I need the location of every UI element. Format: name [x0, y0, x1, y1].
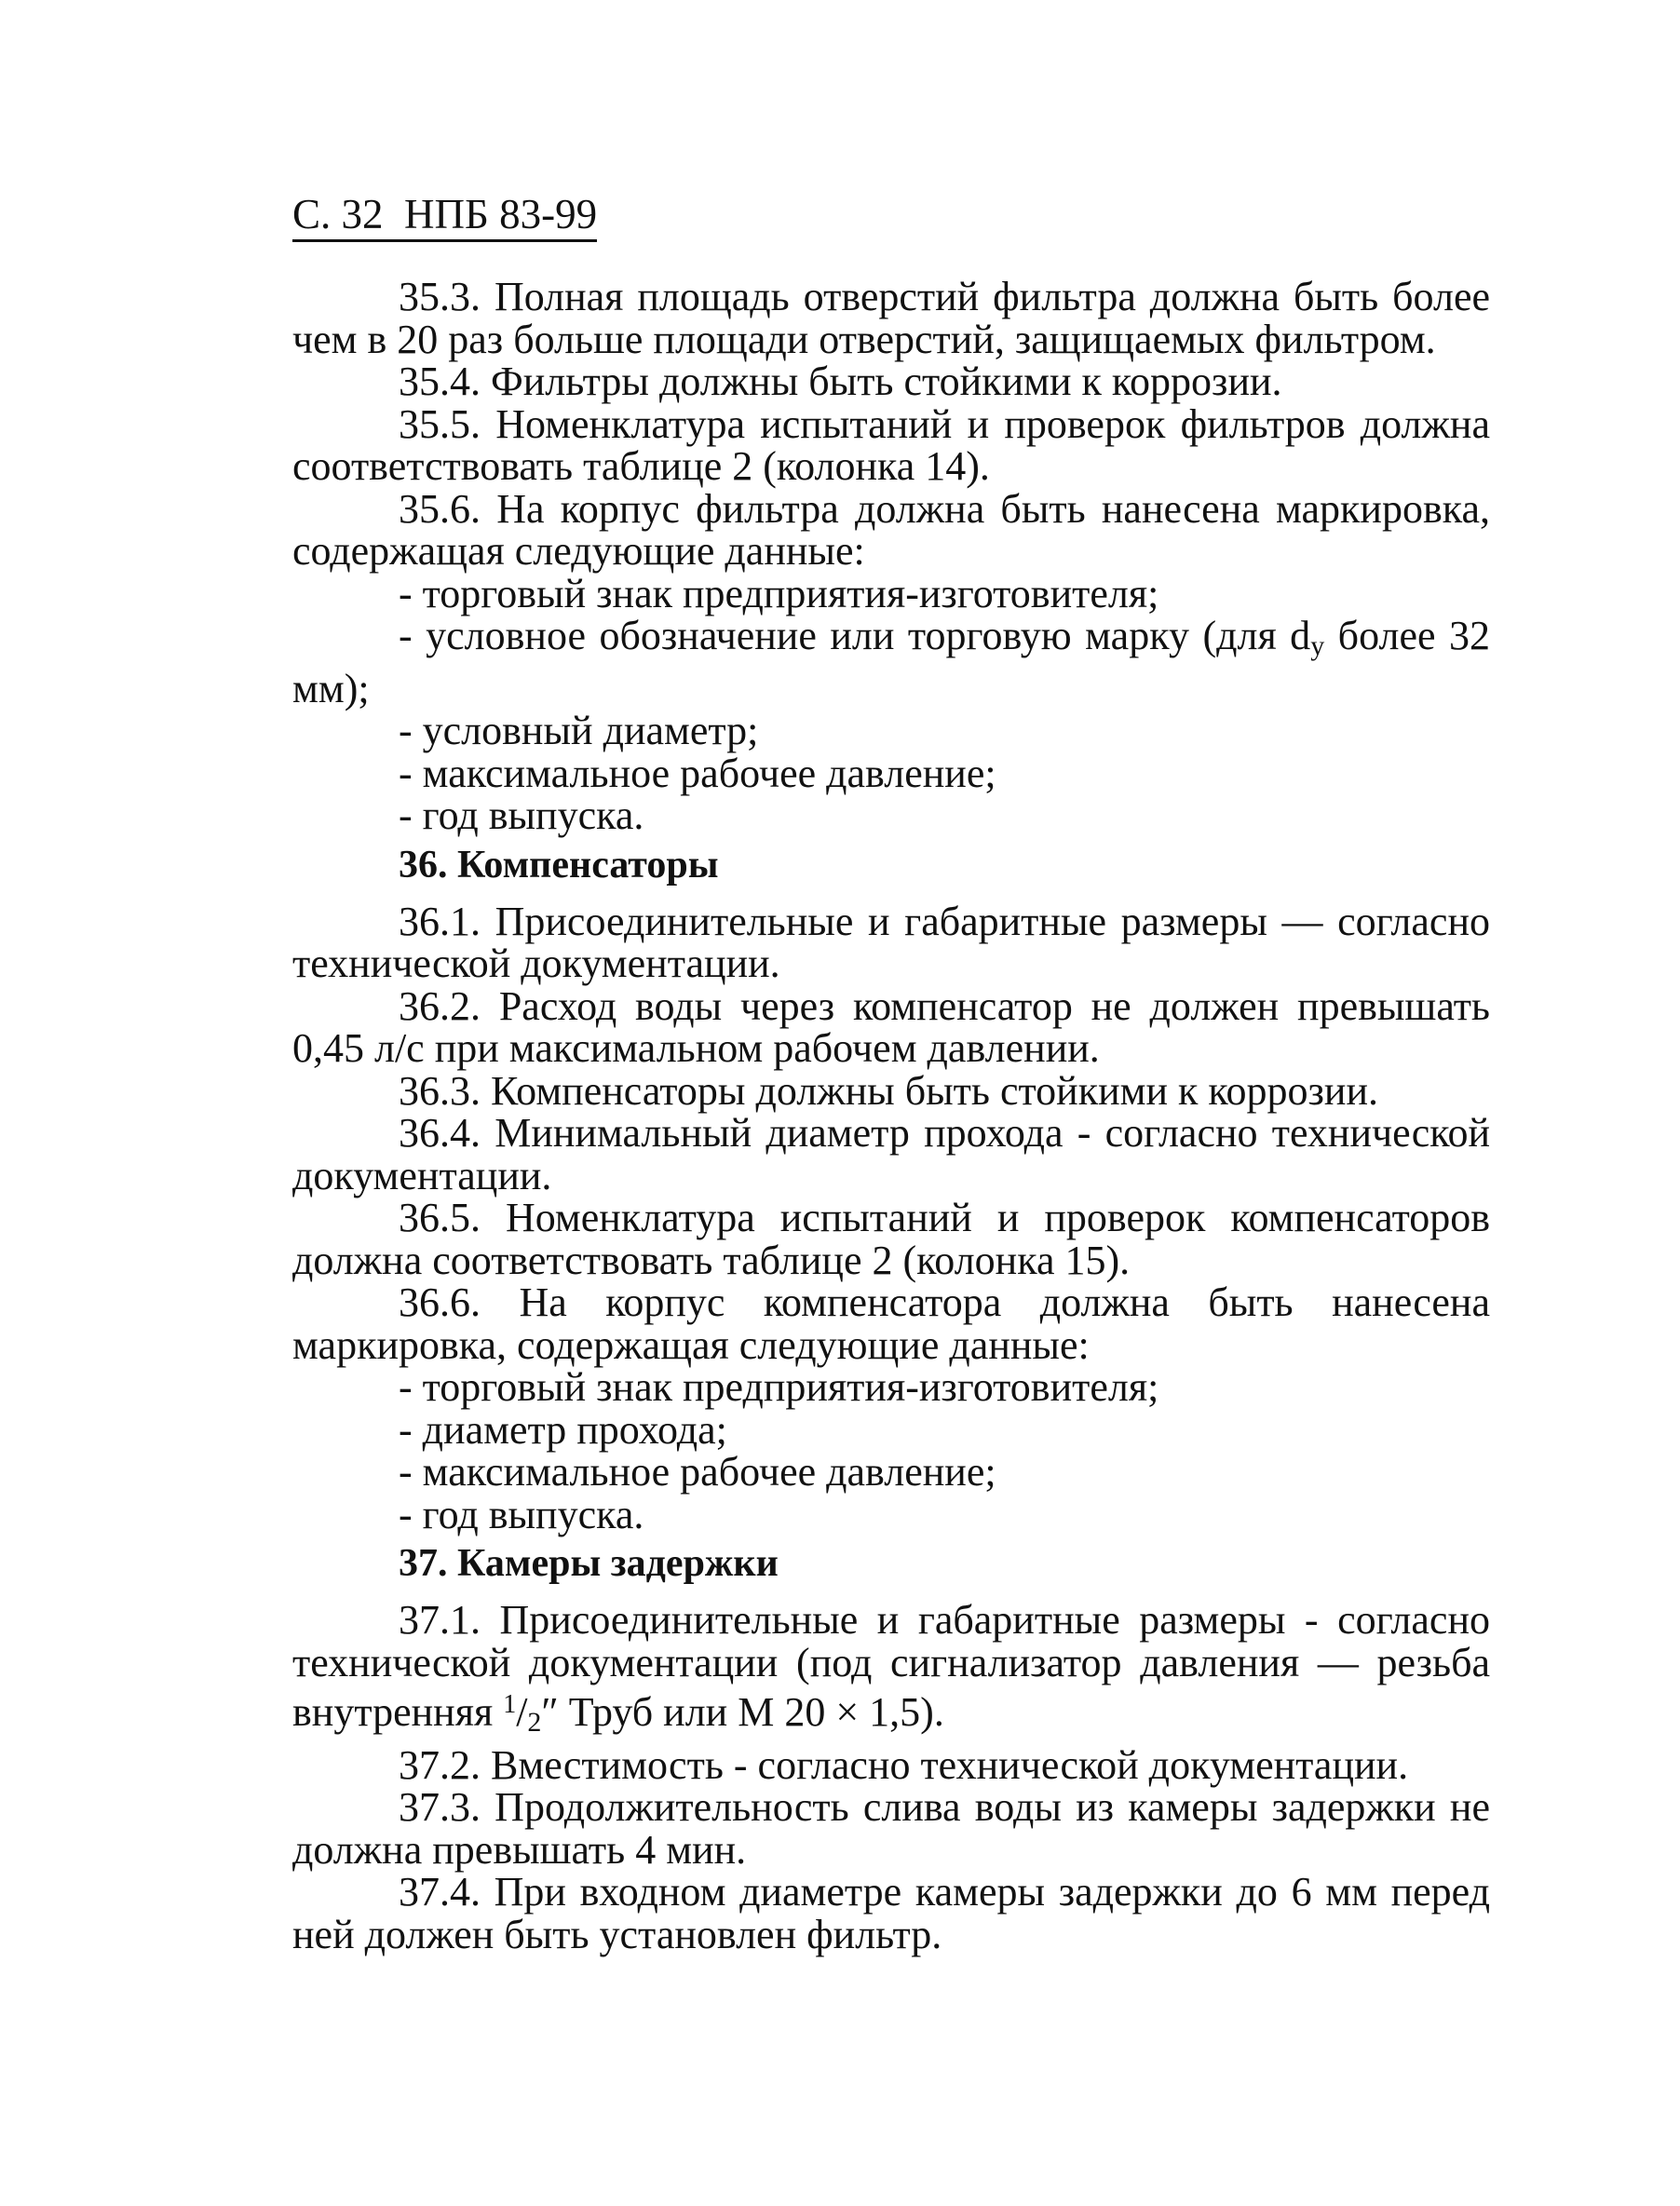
paragraph-37-2: 37.2. Вместимость - согласно технической документации.: [399, 1741, 1409, 1788]
list-item-35-trademark: - торговый знак предприятия-изготовителя;: [399, 570, 1159, 616]
list-item-35-designation-text: - условное обозначение или торговую марку (для d: [399, 613, 1311, 658]
list-item-35-diameter: - условный диаметр;: [399, 708, 759, 753]
paragraph-36-1: 36.1. Присоединительные и габаритные размеры — согласно технической документации.: [292, 898, 1490, 986]
list-item-36-diameter: - диаметр прохода;: [399, 1406, 727, 1453]
paragraph-36-6: 36.6. На корпус компенсатора должна быть нанесена маркировка, содержащая следующие данные:: [292, 1279, 1490, 1368]
fraction-slash: /: [516, 1689, 528, 1735]
paragraph-36-3: 36.3. Компенсаторы должны быть стойкими к коррозии.: [399, 1067, 1379, 1114]
list-item-35-year: - год выпуска.: [399, 792, 644, 838]
fraction-denominator: 2: [527, 1707, 542, 1738]
paragraph-36-5: 36.5. Номенклатура испытаний и проверок компенсаторов должна соответствовать таблице 2 (колонка 15).: [292, 1195, 1490, 1283]
list-item-35-designation-tail: более 32 мм);: [292, 613, 1490, 711]
paragraph-35-4: 35.4. Фильтры должны быть стойкими к коррозии.: [399, 359, 1282, 404]
paragraph-36-4: 36.4. Минимальный диаметр прохода - согласно технической документации.: [292, 1110, 1490, 1198]
paragraph-35-3: 35.3. Полная площадь отверстий фильтра должна быть более чем в 20 раз больше площади отверстий, защищаемых фильтром.: [292, 274, 1490, 362]
paragraph-35-6: 35.6. На корпус фильтра должна быть нанесена маркировка, содержащая следующие данные:: [292, 485, 1490, 574]
paragraph-36-2: 36.2. Расход воды через компенсатор не должен превышать 0,45 л/с при максимальном рабочем давлении.: [292, 982, 1490, 1071]
list-item-36-trademark: - торговый знак предприятия-изготовителя;: [399, 1364, 1159, 1410]
paragraph-37-4: 37.4. При входном диаметре камеры задержки до 6 мм перед ней должен быть установлен фильтр.: [292, 1869, 1490, 1957]
subscript-y: у: [1310, 630, 1325, 661]
section-heading-37: 37. Камеры задержки: [399, 1542, 779, 1585]
list-item-35-pressure: - максимальное рабочее давление;: [399, 750, 996, 796]
fraction-numerator: 1: [503, 1690, 517, 1719]
list-item-35-designation: [292, 615, 1490, 710]
paragraph-37-1-tail: ″ Труб или М 20 × 1,5).: [541, 1689, 944, 1735]
paragraph-37-1-text: 37.1. Присоединительные и габаритные размеры - согласно технической документации (под сигнализатор давления — резьба внутренняя: [292, 1597, 1490, 1735]
running-head: С. 32 НПБ 83-99: [292, 191, 597, 242]
paragraph-37-1: [292, 1599, 1490, 1744]
list-item-36-pressure: - максимальное рабочее давление;: [399, 1449, 996, 1495]
section-heading-36: 36. Компенсаторы: [399, 843, 719, 886]
paragraph-35-5: 35.5. Номенклатура испытаний и проверок фильтров должна соответствовать таблице 2 (колонка 14).: [292, 400, 1490, 489]
document-page: [292, 191, 1490, 1956]
list-item-36-year: - год выпуска.: [399, 1491, 644, 1537]
paragraph-37-3: 37.3. Продолжительность слива воды из камеры задержки не должна превышать 4 мин.: [292, 1784, 1490, 1873]
